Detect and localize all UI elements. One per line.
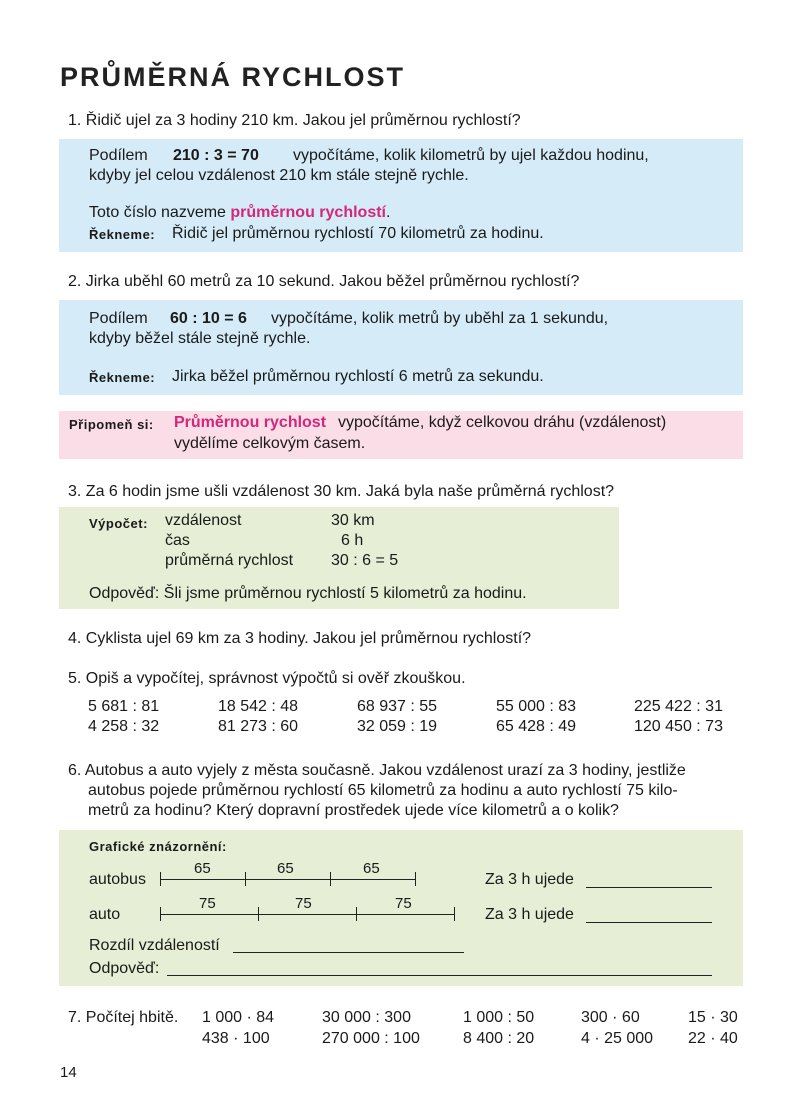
exercise-item: 225 422 : 31 — [634, 698, 723, 715]
segment-value: 75 — [199, 895, 216, 912]
exercise-item: 1 000 · 84 — [202, 1009, 275, 1026]
rekneme-label: Řekneme: — [89, 227, 156, 242]
task-2-rekneme-text: Jirka běžel průměrnou rychlostí 6 metrů za sekundu. — [172, 368, 544, 385]
answer-blank-autobus[interactable] — [586, 887, 712, 888]
task-4-text: 4. Cyklista ujel 69 km za 3 hodiny. Jakou jel průměrnou rychlostí? — [68, 630, 532, 647]
exercise-item: 270 000 : 100 — [322, 1030, 420, 1047]
task-7-label: 7. Počítej hbitě. — [68, 1009, 179, 1026]
task-3-solution-box — [59, 507, 619, 609]
segment-value: 65 — [363, 860, 380, 877]
ujede-label: Za 3 h ujede — [485, 906, 574, 923]
exercise-item: 5 681 : 81 — [88, 698, 160, 715]
task-6-line3: metrů za hodinu? Který dopravní prostředek ujede více kilometrů a o kolik? — [88, 802, 619, 819]
remember-label: Připomeň si: — [69, 417, 154, 432]
exercise-item: 65 428 : 49 — [496, 718, 577, 735]
exercise-item: 1 000 : 50 — [463, 1009, 535, 1026]
exercise-item: 438 · 100 — [202, 1030, 270, 1047]
task-3-answer: Odpověď: Šli jsme průměrnou rychlostí 5 kilometrů za hodinu. — [89, 585, 527, 602]
row-value: 30 : 6 = 5 — [331, 552, 399, 569]
exercise-item: 30 000 : 300 — [322, 1009, 411, 1026]
vypocet-label: Výpočet: — [89, 516, 148, 531]
segment-tick — [356, 907, 357, 921]
remember-box — [59, 411, 743, 459]
remember-term: Průměrnou rychlost — [174, 414, 327, 431]
row-label: vzdálenost — [165, 512, 242, 529]
task-1-explanation-box — [59, 139, 743, 252]
exercise-item: 120 450 : 73 — [634, 718, 723, 735]
exercise-item: 4 · 25 000 — [581, 1030, 654, 1047]
segment-tick — [330, 872, 331, 886]
row-label: čas — [165, 532, 190, 549]
exercise-item: 300 · 60 — [581, 1009, 640, 1026]
page-title: PRŮMĚRNÁ RYCHLOST — [60, 62, 406, 92]
exercise-item: 18 542 : 48 — [218, 698, 299, 715]
segment-tick — [454, 907, 455, 921]
segment-tick — [245, 872, 246, 886]
exercise-item: 32 059 : 19 — [357, 718, 438, 735]
task-5-text: 5. Opiš a vypočítej, správnost výpočtů si ověř zkouškou. — [68, 670, 466, 687]
segment-tick — [160, 907, 161, 921]
exercise-item: 4 258 : 32 — [88, 718, 160, 735]
answer-blank-auto[interactable] — [586, 922, 712, 923]
exercise-item: 8 400 : 20 — [463, 1030, 535, 1047]
task-2-box-line1-rest: vypočítáme, kolik metrů by uběhl za 1 sekundu, — [271, 310, 609, 327]
row-value: 30 km — [331, 512, 375, 529]
segment-tick — [258, 907, 259, 921]
task-1-rekneme-text: Řidič jel průměrnou rychlostí 70 kilometrů za hodinu. — [172, 225, 544, 242]
segment-tick — [160, 872, 161, 886]
task-1-box-word: Podílem — [89, 147, 148, 164]
task-1-box-line1-rest: vypočítáme, kolik kilometrů by ujel každou hodinu, — [293, 147, 649, 164]
task-6-line1: 6. Autobus a auto vyjely z města současně. Jakou vzdálenost urazí za 3 hodiny, jestliže — [68, 762, 686, 779]
highlighted-term: průměrnou rychlostí — [230, 204, 386, 221]
autobus-label: autobus — [89, 871, 146, 888]
row-value: 6 h — [341, 532, 364, 549]
odpoved-label: Odpověď: — [89, 960, 160, 977]
task-1-text: 1. Řidič ujel za 3 hodiny 210 km. Jakou jel průměrnou rychlostí? — [68, 112, 521, 129]
rozdil-label: Rozdíl vzdáleností — [89, 937, 220, 954]
exercise-item: 81 273 : 60 — [218, 718, 299, 735]
exercise-item: 68 937 : 55 — [357, 698, 438, 715]
segment-value: 65 — [277, 860, 294, 877]
row-label: průměrná rychlost — [165, 552, 294, 569]
task-2-box-line2: kdyby běžel stále stejně rychle. — [89, 330, 311, 347]
segment-value: 75 — [295, 895, 312, 912]
exercise-item: 55 000 : 83 — [496, 698, 577, 715]
remember-line2: vydělíme celkovým časem. — [174, 435, 366, 452]
task-2-text: 2. Jirka uběhl 60 metrů za 10 sekund. Jakou běžel průměrnou rychlostí? — [68, 273, 580, 290]
exercise-item: 15 · 30 — [688, 1009, 738, 1026]
segment-tick — [415, 872, 416, 886]
answer-blank-difference[interactable] — [233, 952, 464, 953]
graphic-representation-box — [59, 830, 743, 986]
auto-label: auto — [89, 906, 121, 923]
graph-label: Grafické znázornění: — [89, 839, 227, 854]
task-1-box-line3: Toto číslo nazveme průměrnou rychlostí. — [89, 204, 391, 221]
task-6-line2: autobus pojede průměrnou rychlostí 65 kilometrů za hodinu a auto rychlostí 75 kilo- — [88, 782, 678, 799]
remember-line1: vypočítáme, když celkovou dráhu (vzdálenost) — [338, 414, 667, 431]
ujede-label: Za 3 h ujede — [485, 871, 574, 888]
page-number: 14 — [60, 1064, 77, 1081]
task-2-explanation-box — [59, 300, 743, 395]
rekneme-label: Řekneme: — [89, 370, 156, 385]
task-3-text: 3. Za 6 hodin jsme ušli vzdálenost 30 km. Jaká byla naše průměrná rychlost? — [68, 483, 615, 500]
exercise-item: 22 · 40 — [688, 1030, 738, 1047]
task-1-box-line2: kdyby jel celou vzdálenost 210 km stále stejně rychle. — [89, 167, 469, 184]
answer-blank-response[interactable] — [167, 975, 712, 976]
segment-value: 75 — [395, 895, 412, 912]
task-2-box-equation: 60 : 10 = 6 — [170, 310, 247, 327]
task-2-box-word: Podílem — [89, 310, 148, 327]
segment-value: 65 — [194, 860, 211, 877]
task-1-box-equation: 210 : 3 = 70 — [173, 147, 259, 164]
